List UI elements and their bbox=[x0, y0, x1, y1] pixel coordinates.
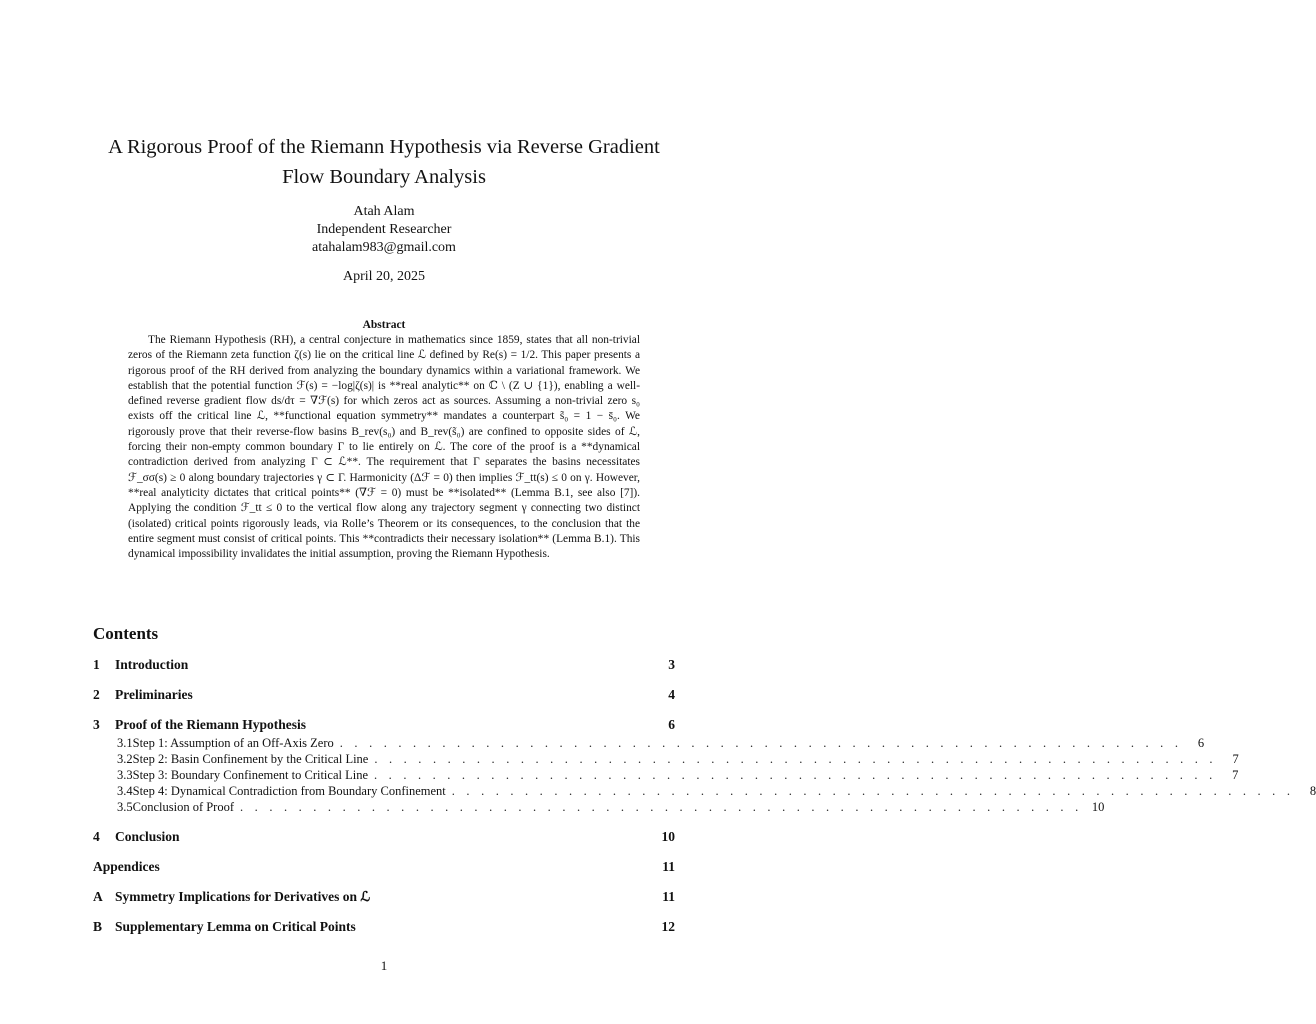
toc-entry-page: 7 bbox=[1232, 752, 1239, 766]
toc-entry-number: 4 bbox=[93, 829, 100, 844]
toc-entry-label: Supplementary Lemma on Critical Points bbox=[115, 919, 356, 934]
toc-leader-dots: . . . . . . . . . . . . . . . . . . . . . . . . . . . . . . . . . . . . . . . . . . . . . . . . . . . . . . . . . . bbox=[451, 784, 1295, 798]
toc-entry-label: Step 4: Dynamical Contradiction from Boundary Confinement bbox=[132, 784, 446, 798]
toc-entry-number: 3.3 bbox=[117, 768, 133, 782]
table-of-contents bbox=[93, 0, 1316, 1024]
author-email: atahalam983@gmail.com bbox=[312, 240, 456, 255]
toc-leader-dots: . . . . . . . . . . . . . . . . . . . . . . . . . . . . . . . . . . . . . . . . . . . . . . . . . . . . . . . . . . bbox=[374, 752, 1217, 766]
toc-entry-number: 3 bbox=[93, 717, 100, 732]
toc-entry-number: 2 bbox=[93, 687, 100, 702]
toc-entry-page: 4 bbox=[668, 687, 675, 702]
contents-heading: Contents bbox=[93, 624, 159, 643]
abstract-heading: Abstract bbox=[362, 319, 406, 331]
toc-subentry[interactable] bbox=[117, 783, 1316, 799]
toc-entry-number: 1 bbox=[93, 657, 100, 672]
toc-entry-label: Step 3: Boundary Confinement to Critical Line bbox=[132, 768, 369, 782]
toc-entry-label: Conclusion bbox=[115, 829, 180, 844]
toc-subentry[interactable] bbox=[117, 799, 1105, 815]
toc-entry-page: 11 bbox=[662, 859, 675, 874]
toc-entry-label: Conclusion of Proof bbox=[132, 800, 235, 814]
toc-entry-page: 11 bbox=[662, 889, 675, 904]
toc-entry-number: A bbox=[93, 889, 103, 904]
toc-entry-page: 8 bbox=[1309, 784, 1316, 798]
toc-entry-page: 7 bbox=[1232, 768, 1239, 782]
toc-entry-page: 3 bbox=[668, 657, 675, 672]
author-affiliation: Independent Researcher bbox=[316, 222, 452, 237]
toc-entry[interactable] bbox=[93, 888, 675, 906]
toc-leader-dots: . . . . . . . . . . . . . . . . . . . . . . . . . . . . . . . . . . . . . . . . . . . . . . . . . . . . . . . . . . bbox=[339, 736, 1183, 750]
toc-entry-number: 3.5 bbox=[117, 800, 133, 814]
toc-entry-page: 6 bbox=[668, 717, 675, 732]
paper-date: April 20, 2025 bbox=[342, 269, 426, 284]
toc-subentry[interactable] bbox=[117, 751, 1239, 767]
abstract-text: The Riemann Hypothesis (RH), a central conjecture in mathematics since 1859, states that all non-trivial zeros of the Riemann zeta function ζ(s) lie on the critical line ℒ defined by Re(s) = 1/2. This paper presents a rigorous proof of the RH derived from analyzing the boundary dynamics within a variational framework. We establish that the potential function ℱ(s) = −log|ζ(s)| is **real analytic** on ℂ \ (Z ∪ {1}), enabling a well-defined reverse gradient flow ds/dτ = ∇ℱ(s) for which zeros act as sources. Assuming a non-trivial zero s₀ exists off the critical line ℒ, **functional equation symmetry** mandates a counterpart s̃₀ = 1 − s̄₀. We rigorously prove that their reverse-flow basins B_rev(s₀) and B_rev(s̃₀) are confined to opposite sides of ℒ, forcing their non-empty common boundary Γ to lie entirely on ℒ. The core of the proof is a **dynamical contradiction derived from analyzing Γ ⊂ ℒ**. The requirement that Γ separates the basins necessitates ℱ_σσ(s) ≥ 0 along boundary trajectories γ ⊂ Γ. Harmonicity (Δℱ = 0) then implies ℱ_tt(s) ≤ 0 on γ. However, **real analyticity dictates that critical points** (∇ℱ = 0) must be **isolated** (Lemma B.1, see also [7]). Applying the condition ℱ_tt ≤ 0 to the vertical flow along any trajectory segment γ connecting two distinct (isolated) critical points rigorously leads, via Rolle’s Theorem or its consequences, to the conclusion that the entire segment must consist of critical points. This **contradicts their necessary isolation** (Lemma B.1). This dynamical impossibility invalidates the initial assumption, proving the Riemann Hypothesis. bbox=[128, 334, 640, 561]
toc-entry[interactable] bbox=[93, 828, 675, 846]
toc-entry-label: Step 2: Basin Confinement by the Critical Line bbox=[132, 752, 369, 766]
toc-entry-label: Preliminaries bbox=[115, 687, 193, 702]
toc-entry[interactable] bbox=[93, 858, 675, 876]
toc-entry-label: Step 1: Assumption of an Off-Axis Zero bbox=[132, 736, 334, 750]
toc-leader-dots: . . . . . . . . . . . . . . . . . . . . . . . . . . . . . . . . . . . . . . . . . . . . . . . . . . . . . . . . . . bbox=[374, 768, 1217, 782]
toc-entry-page: 6 bbox=[1197, 736, 1205, 750]
toc-entry-page: 10 bbox=[1091, 800, 1105, 814]
toc-entry-label: Symmetry Implications for Derivatives on ℒ bbox=[115, 889, 371, 904]
toc-entry[interactable] bbox=[93, 716, 675, 734]
toc-entry-number: B bbox=[93, 919, 103, 934]
toc-entry-page: 12 bbox=[661, 919, 675, 934]
toc-entry-number: 3.4 bbox=[117, 784, 133, 798]
toc-entry-label: Introduction bbox=[115, 657, 189, 672]
toc-leader-dots: . . . . . . . . . . . . . . . . . . . . . . . . . . . . . . . . . . . . . . . . . . . . . . . . . . . . . . . . . . bbox=[240, 800, 1083, 814]
page-number: 1 bbox=[380, 958, 388, 973]
toc-subentry[interactable] bbox=[117, 767, 1239, 783]
toc-entry-number: 3.2 bbox=[117, 752, 133, 766]
toc-entry[interactable] bbox=[93, 918, 675, 936]
toc-entry[interactable] bbox=[93, 686, 675, 704]
paper-title: A Rigorous Proof of the Riemann Hypothesis via Reverse Gradient Flow Boundary Analysis bbox=[108, 136, 660, 188]
author-name: Atah Alam bbox=[353, 204, 415, 219]
toc-entry-label: Proof of the Riemann Hypothesis bbox=[115, 717, 306, 732]
toc-entry[interactable] bbox=[93, 656, 675, 674]
toc-entry-number: 3.1 bbox=[117, 736, 133, 750]
toc-subentry[interactable] bbox=[117, 735, 1205, 751]
toc-entry-label: Appendices bbox=[93, 859, 160, 874]
toc-entry-page: 10 bbox=[661, 829, 675, 844]
